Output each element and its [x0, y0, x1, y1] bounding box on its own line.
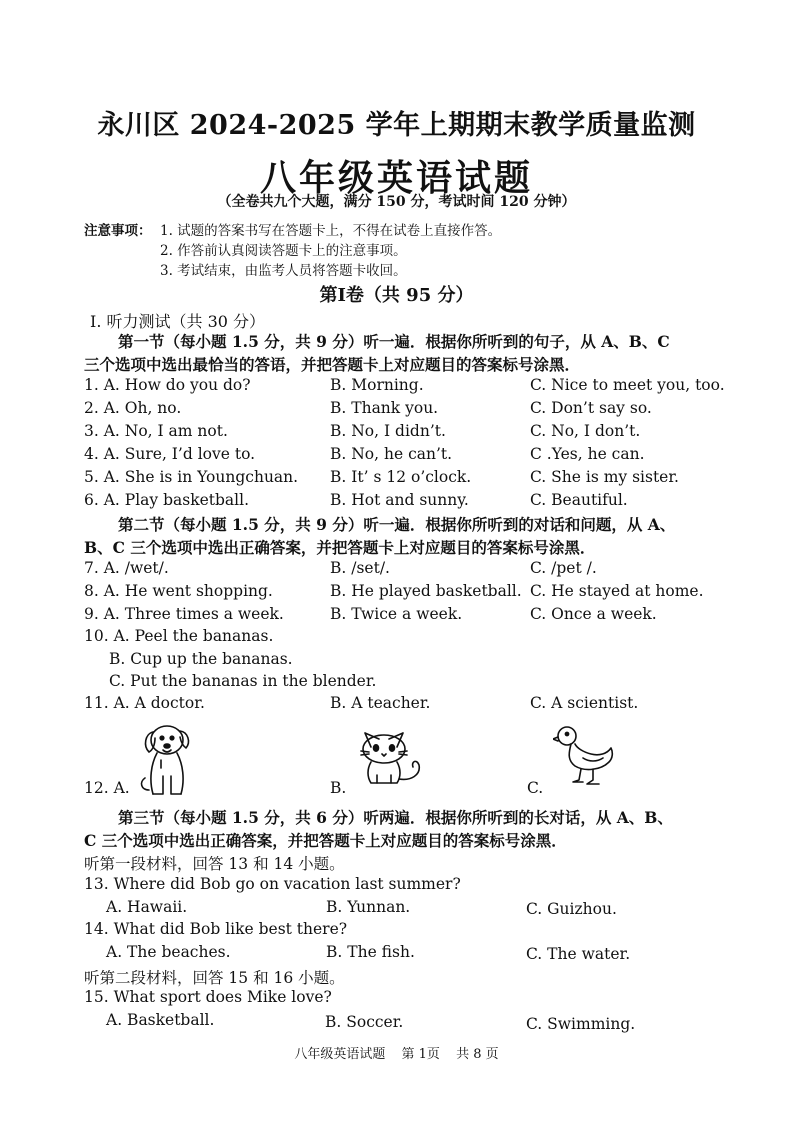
q15-option-c: C. Swimming. [526, 1015, 636, 1033]
q11-option-b: B. A teacher. [330, 694, 431, 712]
part1-instruction-line1: 第一节（每小题 1.5 分，共 9 分）听一遍．根据你所听到的句子，从 A、B、C [118, 332, 670, 351]
cat-icon [355, 725, 429, 787]
q13-option-c: C. Guizhou. [526, 900, 617, 918]
q13-stem: 13. Where did Bob go on vacation last summer? [84, 875, 461, 893]
q14-option-c: C. The water. [526, 945, 631, 963]
q5-option-c: C. She is my sister. [530, 468, 679, 486]
q3-option-a: 3. A. No, I am not. [84, 422, 228, 440]
duck-icon [553, 722, 617, 788]
q4-option-b: B. No, he can’t. [330, 445, 453, 463]
q3-option-b: B. No, I didn’t. [330, 422, 446, 440]
q5-option-b: B. It’ s 12 o’clock. [330, 468, 472, 486]
q3-option-c: C. No, I don’t. [530, 422, 641, 440]
q13-option-b: B. Yunnan. [326, 898, 411, 916]
q10-option-a: 10. A. Peel the bananas. [84, 627, 274, 645]
q2-option-b: B. Thank you. [330, 399, 439, 417]
section-listening-title: Ⅰ. 听力测试（共 30 分） [90, 312, 266, 331]
exam-subtitle: （全卷共九个大题，满分 150 分，考试时间 120 分钟） [217, 194, 576, 210]
q11-option-c: C. A scientist. [530, 694, 639, 712]
footer-total-pages: 共 8 页 [456, 1047, 499, 1062]
q6-option-b: B. Hot and sunny. [330, 491, 469, 509]
q14-option-b: B. The fish. [326, 943, 415, 961]
q7-option-a: 7. A. /wet/. [84, 559, 169, 577]
page-footer [0, 1043, 793, 1062]
part1-instruction-line2: 三个选项中选出最恰当的答语，并把答题卡上对应题目的答案标号涂黑． [84, 355, 581, 374]
q14-option-a: A. The beaches. [106, 943, 231, 961]
q4-option-c: C .Yes, he can. [530, 445, 645, 463]
q10-option-b: B. Cup up the bananas. [109, 650, 293, 668]
note-2: 2. 作答前认真阅读答题卡上的注意事项。 [160, 243, 407, 259]
part3-instruction-line2: C 三个选项中选出正确答案，并把答题卡上对应题目的答案标号涂黑． [84, 831, 567, 850]
q15-option-a: A. Basketball. [106, 1011, 215, 1029]
q9-option-a: 9. A. Three times a week. [84, 605, 284, 623]
note-3: 3. 考试结束，由监考人员将答题卡收回。 [160, 263, 407, 279]
q6-option-a: 6. A. Play basketball. [84, 491, 249, 509]
q13-option-a: A. Hawaii. [106, 898, 188, 916]
q9-option-b: B. Twice a week. [330, 605, 463, 623]
passage1-prompt: 听第一段材料，回答 13 和 14 小题。 [84, 855, 345, 873]
q12-option-a: 12. A. [84, 779, 130, 797]
q12-option-c: C. [527, 779, 544, 797]
q5-option-a: 5. A. She is in Youngchuan. [84, 468, 299, 486]
q2-option-a: 2. A. Oh, no. [84, 399, 182, 417]
q15-option-b: B. Soccer. [325, 1013, 404, 1031]
footer-page-number: 第 1页 [401, 1047, 440, 1062]
volume-title: 第Ⅰ卷（共 95 分） [319, 285, 474, 306]
dog-icon [133, 720, 197, 802]
q9-option-c: C. Once a week. [530, 605, 657, 623]
exam-district-title: 永川区 2024-2025 学年上期期末教学质量监测 [97, 110, 696, 141]
q7-option-c: C. /pet /. [530, 559, 597, 577]
part2-instruction-line2: B、C 三个选项中选出正确答案，并把答题卡上对应题目的答案标号涂黑． [84, 538, 596, 557]
q14-stem: 14. What did Bob like best there? [84, 920, 348, 938]
exam-title: 八年级英语试题 [259, 157, 533, 199]
q1-option-b: B. Morning. [330, 376, 424, 394]
part3-instruction-line1: 第三节（每小题 1.5 分，共 6 分）听两遍．根据你所听到的长对话，从 A、B、 [118, 808, 673, 827]
q2-option-c: C. Don’t say so. [530, 399, 652, 417]
q8-option-c: C. He stayed at home. [530, 582, 704, 600]
q15-stem: 15. What sport does Mike love? [84, 988, 332, 1006]
footer-subject: 八年级英语试题 [294, 1047, 386, 1062]
part2-instruction-line1: 第二节（每小题 1.5 分，共 9 分）听一遍．根据你所听到的对话和问题，从 A、 [118, 515, 676, 534]
q1-option-a: 1. A. How do you do? [84, 376, 251, 394]
note-1: 1. 试题的答案书写在答题卡上，不得在试卷上直接作答。 [160, 223, 502, 239]
q6-option-c: C. Beautiful. [530, 491, 628, 509]
q8-option-b: B. He played basketball. [330, 582, 522, 600]
q1-option-c: C. Nice to meet you, too. [530, 376, 725, 394]
q8-option-a: 8. A. He went shopping. [84, 582, 273, 600]
q12-option-b: B. [330, 779, 347, 797]
q11-option-a: 11. A. A doctor. [84, 694, 205, 712]
q4-option-a: 4. A. Sure, I’d love to. [84, 445, 256, 463]
q7-option-b: B. /set/. [330, 559, 390, 577]
q10-option-c: C. Put the bananas in the blender. [109, 672, 377, 690]
passage2-prompt: 听第二段材料，回答 15 和 16 小题。 [84, 969, 345, 987]
notes-label: 注意事项： [84, 223, 152, 239]
